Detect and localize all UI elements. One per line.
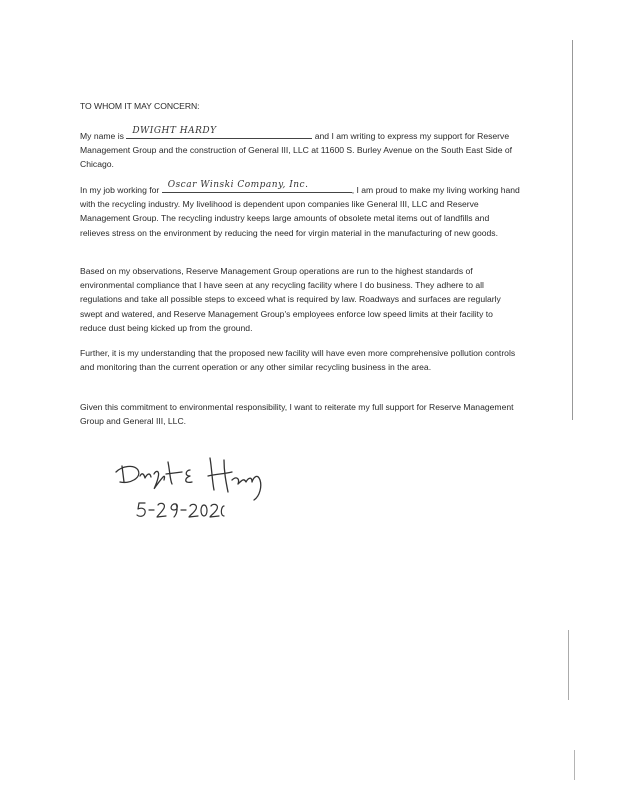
scan-edge-line-lower <box>568 630 569 700</box>
date-image <box>136 500 226 520</box>
employer-rest-text: , I am proud to make my living working hand with the recycling industry. My livelihood is dependent upon companies like General III, LLC and Reserve Management Group. The recycling industry keeps large amounts of obsolete metal items out of landfills and relieves stress on the environment by reducing the need for virgin material in the manufacturing of new goods. <box>80 185 520 238</box>
signature-image <box>112 452 272 502</box>
employer-blank-line <box>162 179 352 193</box>
paragraph-commitment: Given this commitment to environmental responsibility, I want to reiterate my full support for Reserve Management Group and General III, LLC. <box>80 402 514 427</box>
name-rest-text: and I am writing to express my support for Reserve Management Group and the construction of General III, LLC at 11600 S. Burley Avenue on the South East Side of Chicago. <box>80 131 513 170</box>
handwritten-company: Oscar Winski Company, Inc. <box>167 179 309 190</box>
name-intro-text: My name is <box>80 131 124 141</box>
paragraph-further: Further, it is my understanding that the proposed new facility will have even more comprehensive pollution controls and monitoring than the current operation or any other similar recycling business in the area. <box>80 348 516 373</box>
scan-edge-line <box>572 40 573 420</box>
paragraph-name <box>80 125 520 172</box>
paragraph-observations: Based on my observations, Reserve Management Group operations are run to the highest standards of environmental compliance that I have seen at any recycling facility where I do business. They adhere to all regulations and take all possible steps to exceed what is required by law. Roadways and surfaces are regularly swept and watered, and Reserve Management Group's employees enforce low speed limits at their facility to reduce dust being kicked up from the ground. <box>80 266 501 333</box>
salutation: TO WHOM IT MAY CONCERN: <box>80 101 200 111</box>
paragraph-employer <box>80 179 520 240</box>
name-blank-line <box>126 125 312 139</box>
date-text <box>400 2 405 3</box>
scan-edge-line-bottom <box>574 750 575 780</box>
signature-text <box>400 0 407 1</box>
handwritten-name: DWIGHT HARDY <box>132 125 217 136</box>
employer-intro-text: In my job working for <box>80 185 160 195</box>
